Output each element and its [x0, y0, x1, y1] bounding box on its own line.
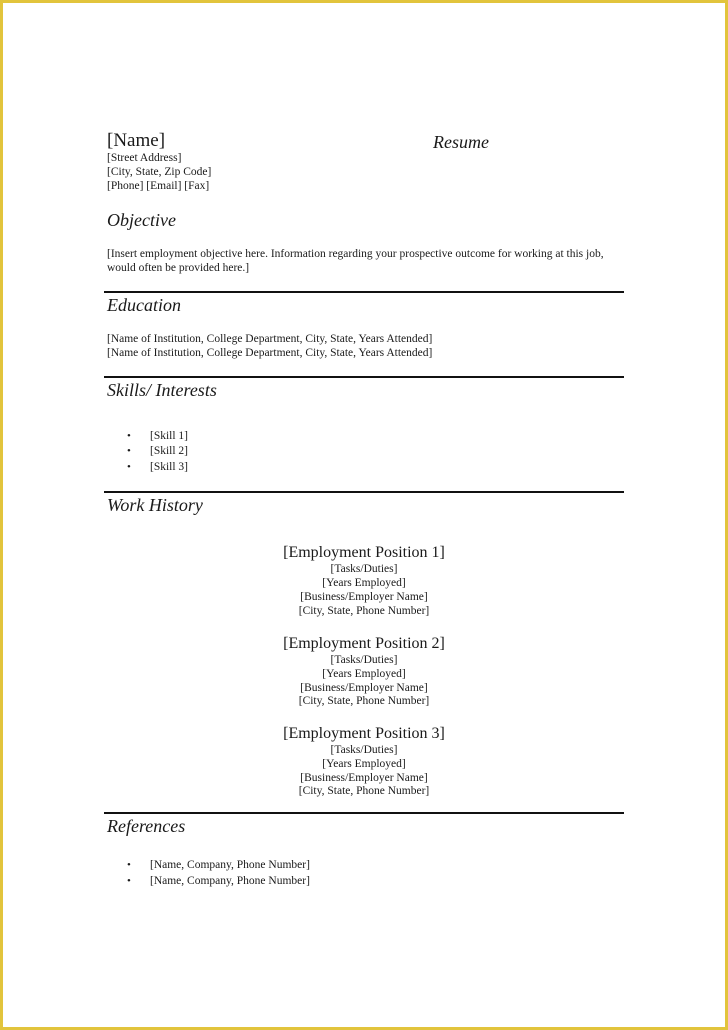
skill-label: [Skill 1]: [150, 430, 189, 442]
section-divider: [104, 291, 624, 293]
objective-line: [Insert employment objective here. Information regarding your prospective outcome for working at this job,: [107, 248, 604, 260]
resume-title: Resume: [433, 132, 489, 152]
job-detail: [Tasks/Duties]: [330, 744, 398, 756]
education-entry: [Name of Institution, College Department, City, State, Years Attended]: [107, 333, 433, 345]
applicant-name: [Name]: [107, 130, 166, 151]
work-history-heading: Work History: [107, 495, 203, 515]
skill-item: [127, 444, 188, 458]
employment-position: [Employment Position 3]: [283, 725, 445, 742]
skill-item: [127, 460, 188, 474]
education-entry: [Name of Institution, College Department, City, State, Years Attended]: [107, 347, 433, 359]
section-divider: [104, 812, 624, 814]
reference-label: [Name, Company, Phone Number]: [150, 859, 310, 871]
references-heading: References: [107, 816, 186, 836]
job-detail: [City, State, Phone Number]: [298, 695, 430, 707]
job-detail: [Tasks/Duties]: [330, 654, 398, 666]
bullet-icon: •: [127, 445, 131, 457]
bullet-icon: •: [127, 461, 131, 473]
reference-label: [Name, Company, Phone Number]: [150, 875, 310, 887]
job-detail: [City, State, Phone Number]: [298, 785, 430, 797]
job-detail: [City, State, Phone Number]: [298, 605, 430, 617]
bullet-icon: •: [127, 875, 131, 887]
job-detail: [Years Employed]: [322, 668, 406, 680]
job-detail: [Tasks/Duties]: [330, 563, 398, 575]
bullet-icon: •: [127, 430, 131, 442]
reference-item: [127, 874, 310, 888]
job-detail: [Years Employed]: [322, 577, 406, 589]
section-divider: [104, 376, 624, 378]
job-detail: [Business/Employer Name]: [300, 591, 428, 603]
section-divider: [104, 491, 624, 493]
skill-label: [Skill 3]: [150, 461, 189, 473]
bullet-icon: •: [127, 859, 131, 871]
objective-line: would often be provided here.]: [107, 262, 250, 274]
skill-item: [127, 429, 188, 443]
objective-heading: Objective: [107, 210, 176, 230]
reference-item: [127, 858, 310, 872]
job-detail: [Years Employed]: [322, 758, 406, 770]
job-detail: [Business/Employer Name]: [300, 772, 428, 784]
skill-label: [Skill 2]: [150, 445, 189, 457]
employment-position: [Employment Position 2]: [283, 635, 445, 652]
employment-position: [Employment Position 1]: [283, 544, 445, 561]
street-address: [Street Address]: [107, 152, 182, 164]
skills-heading: Skills/ Interests: [107, 380, 217, 400]
job-detail: [Business/Employer Name]: [300, 682, 428, 694]
city-state-zip: [City, State, Zip Code]: [107, 166, 212, 178]
education-heading: Education: [107, 295, 181, 315]
phone-email-fax: [Phone] [Email] [Fax]: [107, 180, 210, 192]
